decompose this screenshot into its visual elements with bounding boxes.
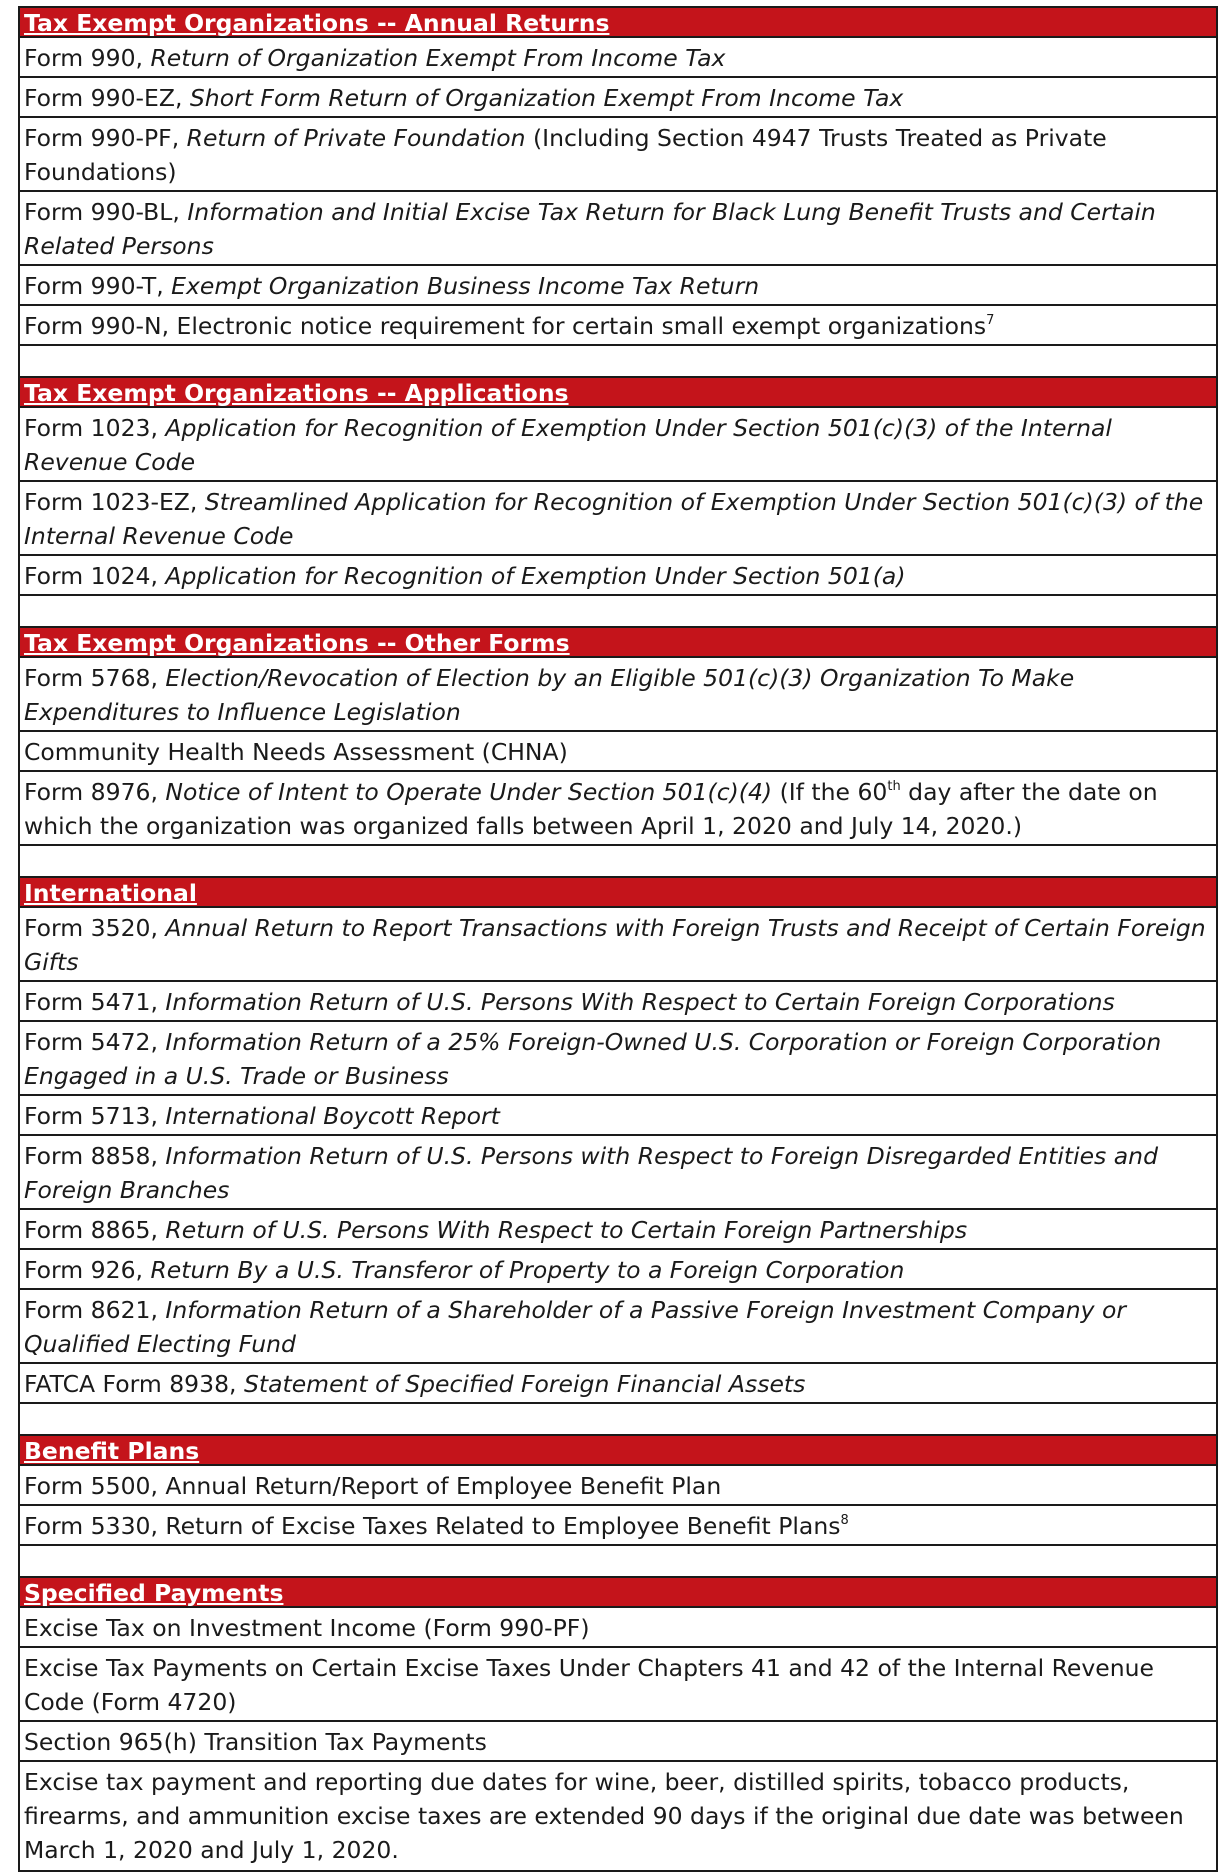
form-title: Information Return of a 25% Foreign-Owned U.S. Corporation or Foreign Corporation Engaged in a U.S. Trade or Business [24, 1028, 1162, 1090]
table-row [20, 118, 1216, 192]
table-row [20, 1136, 1216, 1210]
form-title: International Boycott Report [165, 1102, 500, 1130]
form-note-continued: day after the date on which the organization was organized falls between April 1, 2020 and July 14, 2020.) [24, 778, 1158, 840]
section-header-tax-exempt-organizations-applications: Tax Exempt Organizations -- Applications [20, 378, 1216, 408]
form-label: Form 990-BL, [24, 198, 188, 226]
form-note: (Including Section 4947 Trusts Treated as Private Foundations) [24, 124, 1107, 186]
footnote-marker: 7 [986, 313, 995, 328]
spacer-row [20, 1404, 1216, 1436]
form-title: Exempt Organization Business Income Tax Return [171, 272, 760, 300]
form-label: Form 990-T, [24, 272, 172, 300]
form-label: Excise tax payment and reporting due dates for wine, beer, distilled spirits, tobacco products, firearms, and ammunition excise taxes are extended 90 days if the original due date was between March 1, 2020 and July 1, 2020. [24, 1768, 1184, 1864]
spacer-row [20, 1546, 1216, 1578]
form-label: Form 8858, [24, 1142, 166, 1170]
form-label: Section 965(h) Transition Tax Payments [24, 1728, 487, 1756]
form-title: Election/Revocation of Election by an Eligible 501(c)(3) Organization To Make Expenditures to Influence Legislation [24, 664, 1075, 726]
table-row [20, 556, 1216, 596]
form-label: Form 5500, Annual Return/Report of Employee Benefit Plan [24, 1472, 722, 1500]
table-row [20, 1290, 1216, 1364]
table-row [20, 408, 1216, 482]
form-title: Return of Private Foundation [186, 124, 526, 152]
form-title: Information and Initial Excise Tax Return for Black Lung Benefit Trusts and Certain Related Persons [24, 198, 1156, 260]
form-label: Form 926, [24, 1256, 151, 1284]
form-label: Form 8621, [24, 1296, 166, 1324]
form-title: Application for Recognition of Exemption Under Section 501(c)(3) of the Internal Revenue Code [24, 414, 1112, 476]
table-row [20, 1722, 1216, 1762]
form-title: Return By a U.S. Transferor of Property to a Foreign Corporation [150, 1256, 905, 1284]
form-title: Streamlined Application for Recognition of Exemption Under Section 501(c)(3) of the Internal Revenue Code [24, 488, 1204, 550]
form-label: Form 8865, [24, 1216, 166, 1244]
table-row [20, 78, 1216, 118]
table-row [20, 306, 1216, 346]
form-label: Form 990-PF, [24, 124, 187, 152]
table-row [20, 1210, 1216, 1250]
spacer-row [20, 346, 1216, 378]
form-title: Information Return of U.S. Persons with Respect to Foreign Disregarded Entities and Foreign Branches [24, 1142, 1158, 1204]
table-row [20, 658, 1216, 732]
form-label: Form 990, [24, 44, 151, 72]
form-title: Return of U.S. Persons With Respect to Certain Foreign Partnerships [165, 1216, 968, 1244]
form-label: Form 5471, [24, 988, 166, 1016]
table-row [20, 1250, 1216, 1290]
table-row [20, 192, 1216, 266]
form-title: Annual Return to Report Transactions with Foreign Trusts and Receipt of Certain Foreign Gifts [24, 914, 1206, 976]
form-title: Notice of Intent to Operate Under Section 501(c)(4) [165, 778, 773, 806]
form-label: Form 990-EZ, [24, 84, 190, 112]
table-row [20, 482, 1216, 556]
table-row [20, 982, 1216, 1022]
table-row [20, 1648, 1216, 1722]
form-title: Short Form Return of Organization Exempt From Income Tax [189, 84, 904, 112]
form-note: (If the 60 [772, 778, 888, 806]
form-title: Statement of Specified Foreign Financial Assets [243, 1370, 806, 1398]
form-label: FATCA Form 8938, [24, 1370, 244, 1398]
table-row [20, 732, 1216, 772]
table-row [20, 1466, 1216, 1506]
form-title: Application for Recognition of Exemption Under Section 501(a) [165, 562, 906, 590]
table-row [20, 908, 1216, 982]
form-title: Return of Organization Exempt From Income Tax [150, 44, 726, 72]
section-header-specified-payments: Specified Payments [20, 1578, 1216, 1608]
section-header-tax-exempt-organizations-annual-returns: Tax Exempt Organizations -- Annual Returns [20, 8, 1216, 38]
section-header-benefit-plans: Benefit Plans [20, 1436, 1216, 1466]
form-label: Form 1023-EZ, [24, 488, 205, 516]
table-row [20, 38, 1216, 78]
form-title: Information Return of U.S. Persons With Respect to Certain Foreign Corporations [165, 988, 1115, 1016]
table-row [20, 1762, 1216, 1870]
form-label: Excise Tax on Investment Income (Form 990-PF) [24, 1614, 590, 1642]
table-row [20, 772, 1216, 846]
table-row [20, 1364, 1216, 1404]
footnote-marker: th [887, 779, 901, 794]
form-label: Form 3520, [24, 914, 166, 942]
form-label: Excise Tax Payments on Certain Excise Taxes Under Chapters 41 and 42 of the Internal Revenue Code (Form 4720) [24, 1654, 1154, 1716]
due-date-table [18, 6, 1218, 1872]
form-label: Form 990-N, Electronic notice requirement for certain small exempt organizations [24, 312, 987, 340]
form-label: Form 5472, [24, 1028, 166, 1056]
form-label: Form 1023, [24, 414, 166, 442]
spacer-row [20, 846, 1216, 878]
table-row [20, 1608, 1216, 1648]
section-header-tax-exempt-organizations-other-forms: Tax Exempt Organizations -- Other Forms [20, 628, 1216, 658]
table-row [20, 1022, 1216, 1096]
form-label: Form 5713, [24, 1102, 166, 1130]
spacer-row [20, 596, 1216, 628]
form-label: Form 5768, [24, 664, 166, 692]
table-row [20, 1506, 1216, 1546]
footnote-marker: 8 [840, 1513, 849, 1528]
form-label: Form 1024, [24, 562, 166, 590]
form-label: Community Health Needs Assessment (CHNA) [24, 738, 568, 766]
table-row [20, 1096, 1216, 1136]
form-label: Form 5330, Return of Excise Taxes Related to Employee Benefit Plans [24, 1512, 841, 1540]
form-title: Information Return of a Shareholder of a Passive Foreign Investment Company or Qualified Electing Fund [24, 1296, 1127, 1358]
section-header-international: International [20, 878, 1216, 908]
form-label: Form 8976, [24, 778, 166, 806]
table-row [20, 266, 1216, 306]
